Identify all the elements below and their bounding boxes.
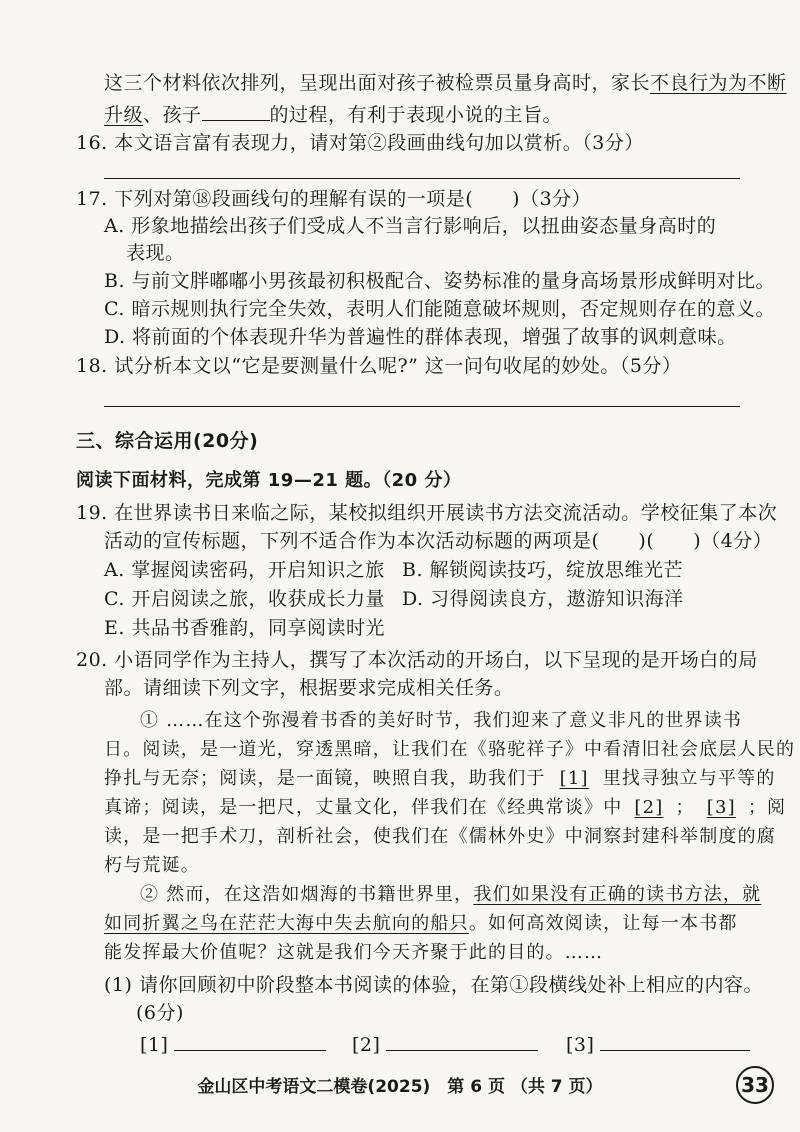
q17-stem: 17. 下列对第⑱段画线句的理解有误的一项是( )（3分） xyxy=(76,188,592,210)
q17-option-c[interactable]: C. 暗示规则执行完全失效，表明人们能随意破坏规则，否定规则存在的意义。 xyxy=(104,298,775,320)
q18-answer-line[interactable] xyxy=(104,406,740,407)
passage-p2-line-1 xyxy=(140,882,761,908)
q19-option-c[interactable]: C. 开启阅读之旅，收获成长力量 xyxy=(104,588,385,610)
q20-stem-1: 20. 小语同学作为主持人，撰写了本次活动的开场白，以下呈现的是开场白的局 xyxy=(76,649,758,671)
passage-p1-line-3 xyxy=(104,766,776,792)
q19-stem-1: 19. 在世界读书日来临之际，某校拟组织开展读书方法交流活动。学校征集了本次 xyxy=(76,502,778,524)
q19-option-e[interactable]: E. 共品书香雅韵，同享阅读时光 xyxy=(104,617,385,639)
reading-intro: 阅读下面材料，完成第 19—21 题。（20 分） xyxy=(76,470,462,491)
q17-option-a-cont: 表现。 xyxy=(126,242,185,264)
q16-stem: 16. 本文语言富有表现力，请对第②段画曲线句加以赏析。（3分） xyxy=(76,132,644,154)
q20-task1-points: (6分) xyxy=(136,1002,184,1024)
passage-text: ；阅 xyxy=(747,797,787,818)
answer-blank-3[interactable] xyxy=(600,1030,750,1051)
passage-text: 。如何高效阅读，让每一本书都 xyxy=(468,913,738,934)
q20-task1-stem: (1) 请你回顾初中阶段整本书阅读的体验，在第①段横线处补上相应的内容。 xyxy=(104,974,763,996)
passage-p1-line-4: 真谛；阅读，是一把尺，丈量文化，伴我们在《经典常谈》中 [2] ； [3] ；阅 xyxy=(104,797,787,818)
answer-blank-2[interactable] xyxy=(386,1030,538,1051)
q17-option-a[interactable]: A. 形象地描绘出孩子们受成人不当言行影响后，以扭曲姿态量身高时的 xyxy=(104,215,717,237)
passage-p1-line-5: 读，是一把手术刀，剖析社会，使我们在《儒林外史》中洞察封建科举制度的腐 xyxy=(104,826,776,847)
passage-text: 挣扎与无奈；阅读，是一面镜，映照自我，助我们于 xyxy=(104,768,546,789)
answer-blank-1[interactable] xyxy=(174,1030,326,1051)
q15-line-1 xyxy=(104,70,787,96)
q15-text-3: 的过程，有利于表现小说的主旨。 xyxy=(269,104,563,126)
q19-stem-2: 活动的宣传标题，下列不适合作为本次活动标题的两项是( )( )（4分） xyxy=(104,530,773,552)
q17-option-d[interactable]: D. 将前面的个体表现升华为普遍性的群体表现，增强了故事的讽刺意味。 xyxy=(104,326,737,348)
section-heading: 三、综合运用(20分) xyxy=(76,430,259,452)
page-footer: 金山区中考语文二模卷(2025) 第 6 页 （共 7 页） xyxy=(197,1077,603,1097)
passage-blank-2[interactable]: [2] xyxy=(634,797,664,818)
answer-label-1: [1] xyxy=(140,1034,169,1056)
q15-text-2: 、孩子 xyxy=(143,104,202,126)
page-number-badge: 33 xyxy=(736,1066,774,1104)
q15-text: 这三个材料依次排列，呈现出面对孩子被检票员量身高时，家长 xyxy=(104,72,651,94)
answer-label-2: [2] xyxy=(352,1034,381,1056)
answer-row xyxy=(140,1030,326,1058)
passage-p1-line-2: 日。阅读，是一道光，穿透黑暗，让我们在《骆驼祥子》中看清旧社会底层人民的 xyxy=(104,739,796,760)
answer-row-3 xyxy=(566,1030,750,1058)
answer-label-3: [3] xyxy=(566,1034,595,1056)
q19-option-b[interactable]: B. 解锁阅读技巧，绽放思维光芒 xyxy=(402,559,684,581)
q15-underlined-text-2: 升级 xyxy=(104,104,144,126)
passage-underlined-text-2: 如同折翼之鸟在茫茫大海中失去航向的船只 xyxy=(104,913,469,934)
passage-blank-1[interactable]: [1] xyxy=(559,768,589,789)
passage-p2-line-3: 能发挥最大价值呢？这就是我们今天齐聚于此的目的。…… xyxy=(104,942,604,963)
passage-underlined-text: 我们如果没有正确的读书方法，就 xyxy=(473,884,762,905)
q18-stem: 18. 试分析本文以“它是要测量什么呢?” 这一问句收尾的妙处。（5分） xyxy=(76,355,682,377)
q15-answer-blank[interactable] xyxy=(202,100,270,121)
passage-text: ② 然而，在这浩如烟海的书籍世界里， xyxy=(140,884,474,905)
passage-text: 里找寻独立与平等的 xyxy=(602,768,776,789)
q17-option-b[interactable]: B. 与前文胖嘟嘟小男孩最初积极配合、姿势标准的量身高场景形成鲜明对比。 xyxy=(104,270,776,292)
passage-p1-line-6: 朽与荒诞。 xyxy=(104,855,200,876)
passage-text: 真谛；阅读，是一把尺，丈量文化，伴我们在《经典常谈》中 xyxy=(104,797,623,818)
passage-p2-line-2 xyxy=(104,911,738,937)
q15-line-2 xyxy=(104,100,562,128)
q16-answer-line[interactable] xyxy=(104,178,740,179)
passage-blank-3[interactable]: [3] xyxy=(706,797,736,818)
passage-p1-line-1: ① ……在这个弥漫着书香的美好时节，我们迎来了意义非凡的世界读书 xyxy=(140,710,743,731)
q15-underlined-text: 不良行为为不断 xyxy=(650,72,787,94)
q19-option-a[interactable]: A. 掌握阅读密码，开启知识之旅 xyxy=(104,559,385,581)
q20-stem-2: 部。请细读下列文字，根据要求完成相关任务。 xyxy=(104,677,514,699)
q19-option-d[interactable]: D. 习得阅读良方，遨游知识海洋 xyxy=(402,588,684,610)
answer-row-2 xyxy=(352,1030,538,1058)
